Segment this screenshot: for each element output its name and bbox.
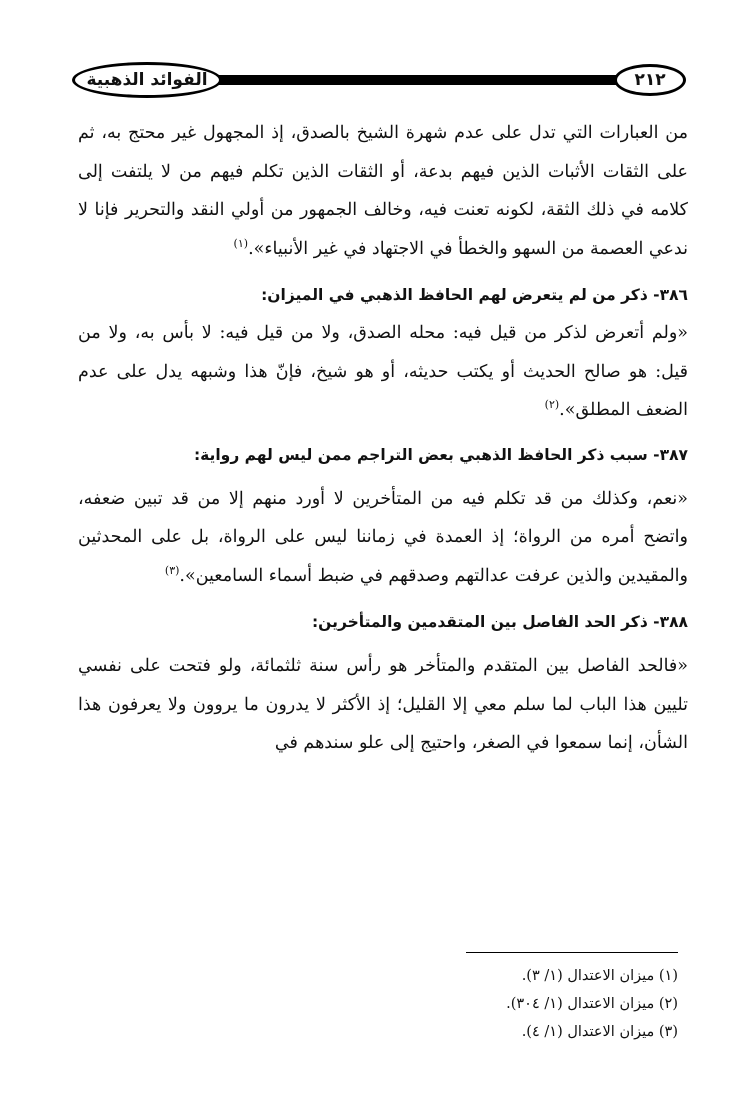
paragraph-4: «فالحد الفاصل بين المتقدم والمتأخر هو رأس سنة ثلثمائة، ولو فتحت على نفسي تليين هذا الباب لما سلم معي إلا القليل؛ إذ الأكثر لا يدرون ما يروون ولا يعرفون هذا الشأن، إنما سمعوا في الصغر، واحتيج إلى علو سندهم في	[78, 656, 688, 753]
paragraph-3	[78, 480, 688, 596]
footnote-3: (٣) ميزان الاعتدال (١/ ٤).	[521, 1024, 678, 1040]
header-rule	[212, 75, 616, 85]
footnote-ref-3: (٣)	[164, 563, 180, 577]
page-body	[78, 114, 688, 763]
page-header	[72, 62, 686, 102]
section-heading-387: ٣٨٧- سبب ذكر الحافظ الذهبي بعض التراجم ممن ليس لهم رواية:	[193, 445, 688, 464]
footnotes	[278, 962, 678, 1046]
footnote-ref-1: (١)	[233, 236, 249, 250]
paragraph-2	[78, 314, 688, 430]
footnote-2: (٢) ميزان الاعتدال (١/ ٣٠٤).	[506, 996, 678, 1012]
paragraph-1	[78, 114, 688, 268]
footnote-divider	[466, 952, 678, 953]
paragraph-2-text: «ولم أتعرض لذكر من قيل فيه: محله الصدق، ولا من قيل فيه: لا بأس به، ولا من قيل: هو صالح الحديث أو يكتب حديثه، أو هو شيخ، فإنّ هذا وشبهه يدل على عدم الضعف المطلق».	[78, 323, 688, 420]
section-heading-386: ٣٨٦- ذكر من لم يتعرض لهم الحافظ الذهبي في الميزان:	[261, 286, 688, 304]
page-number: ٢١٢	[614, 64, 686, 96]
section-heading-388: ٣٨٨- ذكر الحد الفاصل بين المتقدمين والمتأخرين:	[311, 613, 688, 631]
book-title: الفوائد الذهبية	[72, 62, 222, 98]
footnote-ref-2: (٢)	[544, 398, 560, 412]
paragraph-3-text: «نعم، وكذلك من قد تكلم فيه من المتأخرين لا أورد منهم إلا من قد تبين ضعفه، واتضح أمره من الرواة؛ إذ العمدة في زماننا ليس على الرواة، بل على المحدثين والمقيدين والذين عرفت عدالتهم وصدقهم في ضبط أسماء السامعين».	[78, 488, 688, 586]
footnote-1: (١) ميزان الاعتدال (١/ ٣).	[521, 968, 678, 984]
paragraph-1-text: من العبارات التي تدل على عدم شهرة الشيخ بالصدق، إذ المجهول غير محتج به، ثم على الثقات الأثبات الذين فيهم بدعة، أو الثقات الذين تكلم فيهم من لا يلتفت إلى كلامه في ذلك الثقة، لكونه تعنت فيه، وخالف الجمهور من أولي النقد والتحرير فإنا لا ندعي العصمة من السهو والخطأ في الاجتهاد في غير الأنبياء».	[78, 123, 688, 259]
